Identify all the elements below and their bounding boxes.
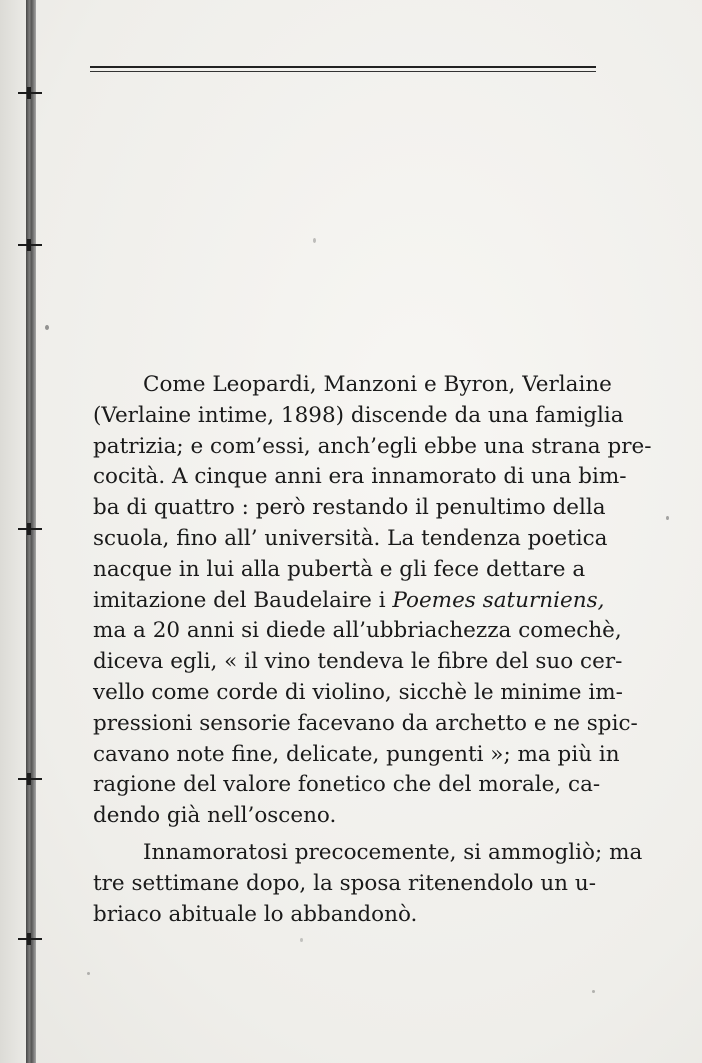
- paper-speck: [300, 938, 303, 942]
- binding-stitch: [18, 778, 42, 780]
- page-gutter: [0, 0, 26, 1063]
- paper-speck: [666, 516, 669, 520]
- text-line: dendo già nell’osceno.: [93, 803, 337, 829]
- text-line: diceva egli, « il vino tendeva le fibre del suo cer-: [93, 649, 623, 675]
- text-line: patrizia; e com’essi, anch’egli ebbe una strana pre-: [93, 433, 652, 459]
- paragraph: [93, 370, 652, 832]
- paper-speck: [45, 325, 49, 330]
- work-title: Poemes saturniens,: [392, 587, 605, 613]
- text-line: tre settimane dopo, la sposa ritenendolo un u-: [93, 870, 596, 896]
- text-line: Innamoratosi precocemente, si ammogliò; ma: [143, 839, 643, 865]
- paper-speck: [87, 972, 90, 975]
- text-line: ba di quattro : però restando il penultimo della: [93, 495, 606, 521]
- binding-stitch: [18, 244, 42, 246]
- text-line: ragione del valore fonetico che del morale, ca-: [93, 772, 601, 798]
- text-line: scuola, fino all’ università. La tendenza poetica: [93, 525, 608, 551]
- text-line: briaco abituale lo abbandonò.: [93, 901, 418, 927]
- body-text: [93, 370, 652, 930]
- text-line: Come Leopardi, Manzoni e Byron, Verlaine: [143, 372, 612, 397]
- text-line: ma a 20 anni si diede all’ubbriachezza comechè,: [93, 618, 622, 644]
- text-line: cavano note fine, delicate, pungenti »; ma più in: [93, 741, 620, 767]
- paper-speck: [592, 990, 595, 993]
- header-rule-thick: [90, 66, 596, 68]
- text-fragment: imitazione del Baudelaire i: [93, 587, 393, 613]
- binding-stitch: [18, 92, 42, 94]
- text-line: nacque in lui alla pubertà e gli fece dettare a: [93, 556, 586, 582]
- paper-speck: [313, 238, 316, 243]
- binding-stitch: [18, 528, 42, 530]
- text-line: vello come corde di violino, sicchè le minime im-: [93, 679, 623, 705]
- text-line: pressioni sensorie facevano da archetto e ne spic-: [93, 710, 638, 736]
- header-double-rule: [90, 66, 596, 75]
- binding-stitch: [18, 938, 42, 940]
- paragraph: [93, 838, 643, 930]
- header-rule-thin: [90, 71, 596, 72]
- text-line-with-title: [93, 586, 605, 617]
- text-line: (Verlaine intime, 1898) discende da una famiglia: [93, 402, 624, 428]
- text-line: cocità. A cinque anni era innamorato di una bim-: [93, 464, 627, 490]
